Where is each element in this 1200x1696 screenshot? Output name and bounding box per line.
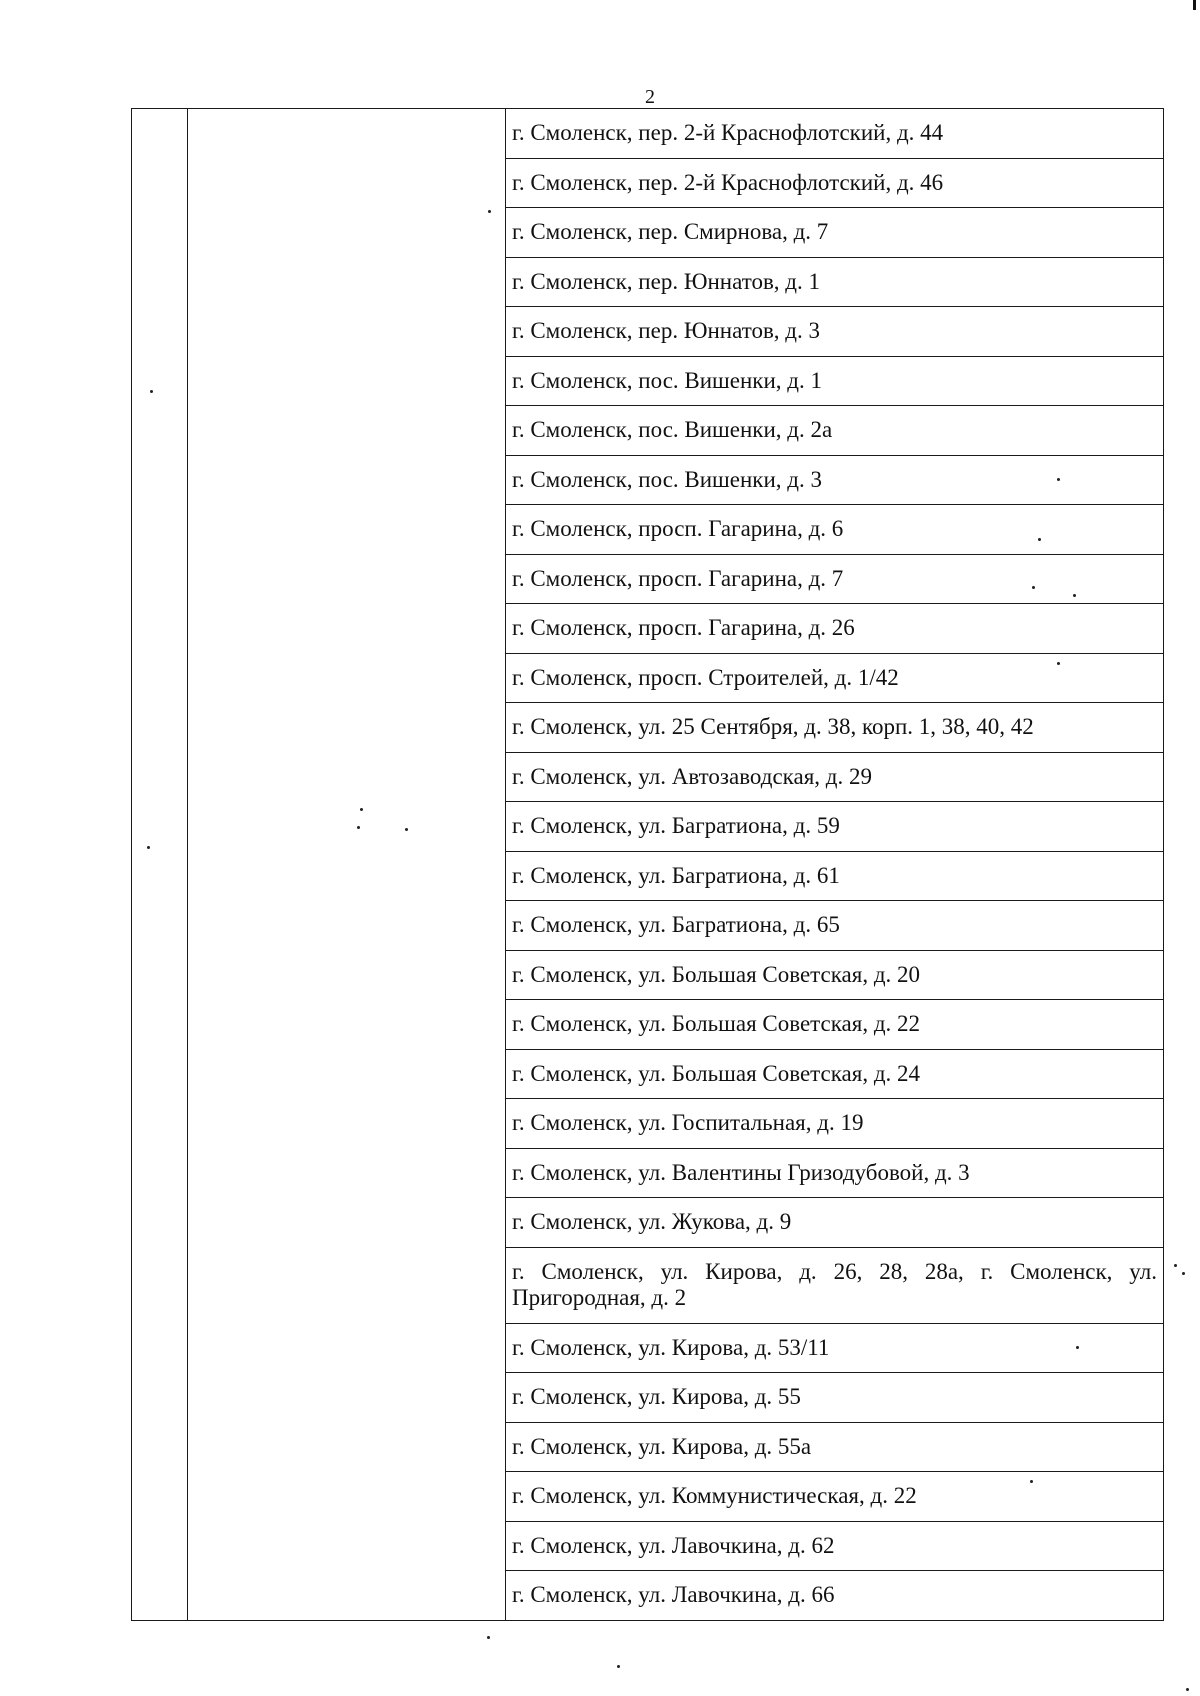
scan-speck bbox=[360, 808, 363, 811]
scan-speck bbox=[150, 390, 153, 393]
scan-speck bbox=[405, 828, 408, 831]
scan-speck bbox=[1186, 1688, 1189, 1691]
address-cell: г. Смоленск, ул. Коммунистическая, д. 22 bbox=[506, 1472, 1164, 1522]
table-row bbox=[132, 109, 1164, 159]
address-cell: г. Смоленск, ул. 25 Сентября, д. 38, корп. 1, 38, 40, 42 bbox=[506, 703, 1164, 753]
address-cell: г. Смоленск, просп. Гагарина, д. 7 bbox=[506, 554, 1164, 604]
scan-speck bbox=[1174, 1264, 1177, 1267]
address-cell: г. Смоленск, ул. Лавочкина, д. 62 bbox=[506, 1521, 1164, 1571]
scan-speck bbox=[1030, 1480, 1033, 1483]
scan-speck bbox=[1182, 1272, 1185, 1275]
address-cell: г. Смоленск, пос. Вишенки, д. 2а bbox=[506, 406, 1164, 456]
number-column-cell bbox=[132, 109, 188, 1621]
scan-speck bbox=[1076, 1346, 1079, 1349]
address-cell: г. Смоленск, ул. Автозаводская, д. 29 bbox=[506, 752, 1164, 802]
address-cell: г. Смоленск, ул. Жукова, д. 9 bbox=[506, 1198, 1164, 1248]
scan-speck bbox=[1057, 662, 1060, 665]
page-number: 2 bbox=[645, 86, 655, 108]
address-cell: г. Смоленск, пер. Юннатов, д. 1 bbox=[506, 257, 1164, 307]
address-cell: г. Смоленск, пос. Вишенки, д. 1 bbox=[506, 356, 1164, 406]
scan-speck bbox=[1032, 586, 1035, 589]
address-cell: г. Смоленск, просп. Строителей, д. 1/42 bbox=[506, 653, 1164, 703]
scan-speck bbox=[357, 826, 360, 829]
address-cell: г. Смоленск, ул. Большая Советская, д. 20 bbox=[506, 950, 1164, 1000]
address-cell: г. Смоленск, просп. Гагарина, д. 6 bbox=[506, 505, 1164, 555]
address-cell: г. Смоленск, ул. Багратиона, д. 65 bbox=[506, 901, 1164, 951]
address-table bbox=[131, 108, 1164, 1621]
address-cell: г. Смоленск, ул. Кирова, д. 53/11 bbox=[506, 1323, 1164, 1373]
address-cell: г. Смоленск, ул. Валентины Гризодубовой, д. 3 bbox=[506, 1148, 1164, 1198]
scan-speck bbox=[488, 210, 491, 213]
address-cell: г. Смоленск, пер. Юннатов, д. 3 bbox=[506, 307, 1164, 357]
address-cell: г. Смоленск, ул. Лавочкина, д. 66 bbox=[506, 1571, 1164, 1621]
address-cell: г. Смоленск, пер. 2-й Краснофлотский, д. 46 bbox=[506, 158, 1164, 208]
scan-speck bbox=[1038, 538, 1041, 541]
address-table-body bbox=[132, 109, 1164, 1621]
address-cell: г. Смоленск, ул. Багратиона, д. 59 bbox=[506, 802, 1164, 852]
address-cell: г. Смоленск, ул. Багратиона, д. 61 bbox=[506, 851, 1164, 901]
address-cell: г. Смоленск, пер. Смирнова, д. 7 bbox=[506, 208, 1164, 258]
scan-speck bbox=[1073, 594, 1076, 597]
address-cell: г. Смоленск, ул. Кирова, д. 55 bbox=[506, 1373, 1164, 1423]
scan-edge-mark bbox=[1193, 0, 1196, 10]
address-cell: г. Смоленск, ул. Госпитальная, д. 19 bbox=[506, 1099, 1164, 1149]
address-cell: г. Смоленск, пос. Вишенки, д. 3 bbox=[506, 455, 1164, 505]
address-cell: г. Смоленск, просп. Гагарина, д. 26 bbox=[506, 604, 1164, 654]
scan-speck bbox=[487, 1636, 490, 1639]
address-cell: г. Смоленск, ул. Кирова, д. 55а bbox=[506, 1422, 1164, 1472]
address-cell: г. Смоленск, ул. Большая Советская, д. 22 bbox=[506, 1000, 1164, 1050]
organization-column-cell bbox=[188, 109, 506, 1621]
scan-speck bbox=[617, 1665, 620, 1668]
address-cell: г. Смоленск, пер. 2-й Краснофлотский, д. 44 bbox=[506, 109, 1164, 159]
address-cell: г. Смоленск, ул. Кирова, д. 26, 28, 28а, г. Смоленск, ул. Пригородная, д. 2 bbox=[506, 1247, 1164, 1323]
scan-speck bbox=[147, 846, 150, 849]
address-cell: г. Смоленск, ул. Большая Советская, д. 24 bbox=[506, 1049, 1164, 1099]
scan-speck bbox=[1057, 478, 1060, 481]
